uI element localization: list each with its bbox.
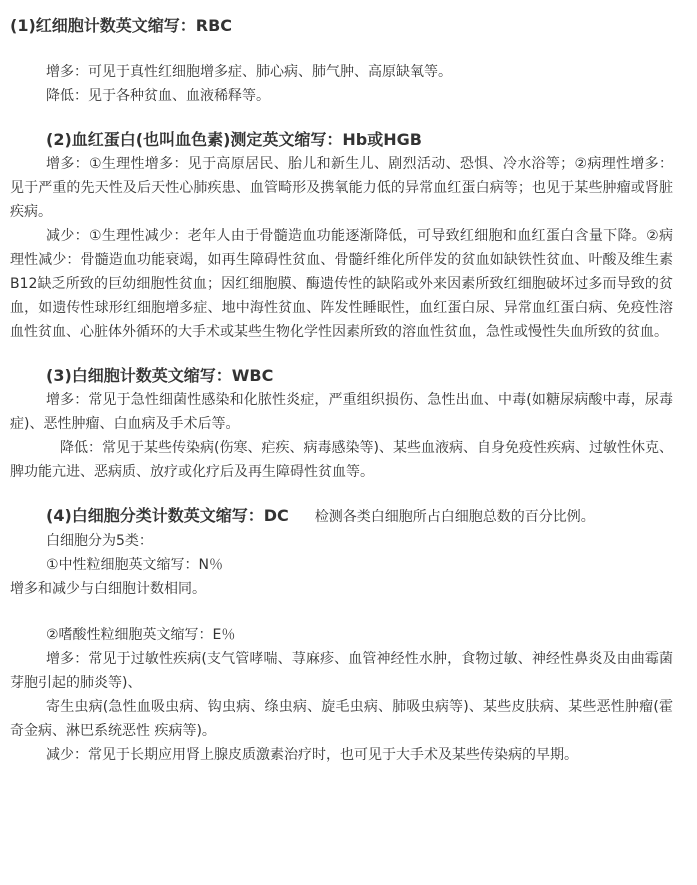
section-heading-dc: (4)白细胞分类计数英文缩写：DC (46, 506, 289, 525)
dc-eosinophil-heading: ②嗜酸性粒细胞英文缩写：E％ (46, 627, 236, 643)
section-hb (10, 128, 673, 344)
section-heading-wbc: (3)白细胞计数英文缩写：WBC (46, 366, 274, 385)
section-heading-rbc: (1)红细胞计数英文缩写：RBC (10, 16, 233, 35)
dc-neutrophil-heading: ①中性粒细胞英文缩写：N％ (46, 557, 224, 573)
wbc-decrease-text: 降低：常见于某些传染病(伤寒、疟疾、病毒感染等)、某些血液病、自身免疫性疾病、过敏性休克、脾功能亢进、恶病质、放疗或化疗后及再生障碍性贫血等。 (10, 440, 673, 480)
dc-eosinophil-increase: 增多：常见于过敏性疾病(支气管哮喘、荨麻疹、血管神经性水肿，食物过敏、神经性鼻炎及由曲霉菌芽胞引起的肺炎等)、 (10, 651, 673, 691)
dc-description-text: 检测各类白细胞所占白细胞总数的百分比例。 (314, 509, 595, 525)
dc-eosinophil-decrease: 减少：常见于长期应用肾上腺皮质激素治疗时，也可见于大手术及某些传染病的早期。 (46, 747, 578, 763)
rbc-decrease-text: 降低：见于各种贫血、血液稀释等。 (46, 88, 270, 104)
hb-increase-text: 增多：①生理性增多：见于高原居民、胎儿和新生儿、剧烈活动、恐惧、冷水浴等；②病理性增多：见于严重的先天性及后天性心肺疾患、血管畸形及携氧能力低的异常血红蛋白病等；也见于某些肿瘤或肾脏疾病。 (10, 156, 673, 220)
hb-decrease-text: 减少：①生理性减少：老年人由于骨髓造血功能逐渐降低，可导致红细胞和血红蛋白含量下降。②病理性减少：骨髓造血功能衰竭，如再生障碍性贫血、骨髓纤维化所伴发的贫血如缺铁性贫血、叶酸及维生素B12缺乏所致的巨幼细胞性贫血；因红细胞膜、酶遗传性的缺陷或外来因素所致红细胞破坏过多而导致的贫血，如遗传性球形红细胞增多症、地中海性贫血、阵发性睡眠性，血红蛋白尿、异常血红蛋白病、免疫性溶血性贫血、心脏体外循环的大手术或某些生物化学性因素所致的溶血性贫血，急性或慢性失血所致的贫血。 (10, 228, 673, 340)
wbc-increase-text: 增多：常见于急性细菌性感染和化脓性炎症，严重组织损伤、急性出血、中毒(如糖尿病酸中毒，尿毒症)、恶性肿瘤、白血病及手术后等。 (10, 392, 673, 432)
dc-types-intro: 白细胞分为5类： (46, 533, 153, 549)
dc-neutrophil-note: 增多和减少与白细胞计数相同。 (10, 581, 206, 597)
rbc-increase-text: 增多：可见于真性红细胞增多症、肺心病、肺气肿、高原缺氧等。 (46, 64, 452, 80)
section-heading-dc-line (10, 504, 673, 529)
section-wbc (10, 364, 673, 484)
section-heading-hb: (2)血红蛋白(也叫血色素)测定英文缩写：Hb或HGB (46, 130, 422, 149)
section-rbc (10, 14, 673, 108)
section-dc (10, 504, 673, 767)
dc-eosinophil-parasite: 寄生虫病(急性血吸虫病、钩虫病、绦虫病、旋毛虫病、肺吸虫病等)、某些皮肤病、某些恶性肿瘤(霍奇金病、淋巴系统恶性 疾病等)。 (10, 699, 673, 739)
